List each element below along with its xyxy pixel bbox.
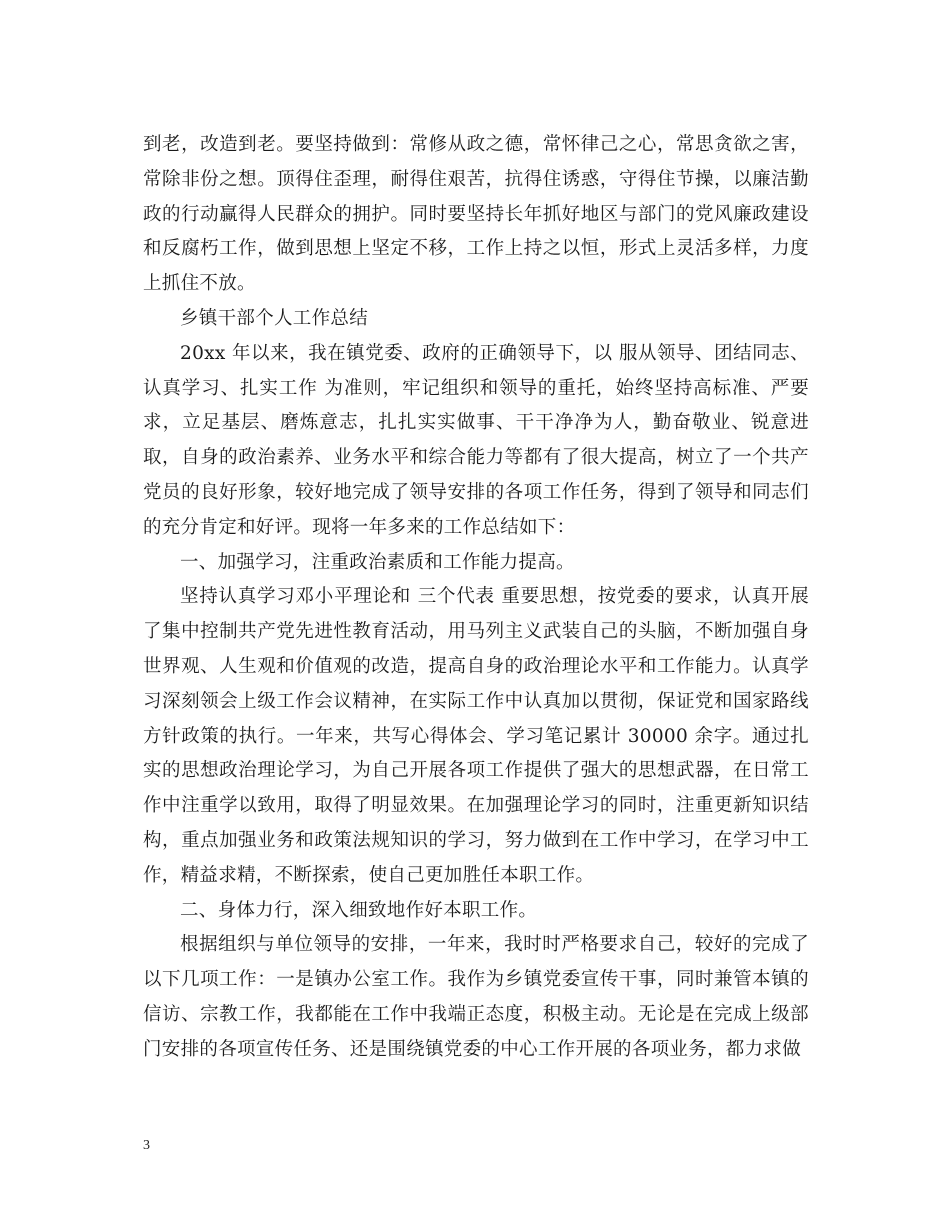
paragraph-continuation: 到老，改造到老。要坚持做到：常修从政之德，常怀律己之心，常思贪欲之害，常除非份之想。顶得住歪理，耐得住艰苦，抗得住诱惑，守得住节操，以廉洁勤政的行动赢得人民群众的拥护。同时要坚持长年抓好地区与部门的党风廉政建设和反腐朽工作，做到思想上坚定不移，工作上持之以恒，形式上灵活多样，力度上抓住不放。 (143, 134, 809, 295)
heading-section-2: 二、身体力行，深入细致地作好本职工作。 (180, 899, 538, 921)
heading-section-1: 一、加强学习，注重政治素质和工作能力提高。 (180, 551, 575, 573)
section-title: 乡镇干部个人工作总结 (180, 307, 369, 329)
paragraph-work: 根据组织与单位领导的安排，一年来，我时时严格要求自己，较好的完成了以下几项工作：一是镇办公室工作。我作为乡镇党委宣传干事，同时兼管本镇的信访、宗教工作，我都能在工作中我端正态度，积极主动。无论是在完成上级部门安排的各项宣传任务、还是围绕镇党委的中心工作开展的各项业务，都力求做 (143, 934, 809, 1060)
document-body (143, 128, 809, 1068)
paragraph-intro: 20xx 年以来，我在镇党委、政府的正确领导下，以 服从领导、团结同志、认真学习、扎实工作 为准则，牢记组织和领导的重托，始终坚持高标准、严要求，立足基层、磨炼意志，扎扎实实做事、干干净净为人，勤奋敬业、锐意进取，自身的政治素养、业务水平和综合能力等都有了很大提高，树立了一个共产党员的良好形象，较好地完成了领导安排的各项工作任务，得到了领导和同志们的充分肯定和好评。现将一年多来的工作总结如下： (143, 342, 809, 538)
paragraph-study: 坚持认真学习邓小平理论和 三个代表 重要思想，按党委的要求，认真开展了集中控制共产党先进性教育活动，用马列主义武装自己的头脑，不断加强自身世界观、人生观和价值观的改造，提高自身的政治理论水平和工作能力。认真学习深刻领会上级工作会议精神，在实际工作中认真加以贯彻，保证党和国家路线方针政策的执行。一年来，共写心得体会、学习笔记累计 30000 余字。通过扎实的思想政治理论学习，为自己开展各项工作提供了强大的思想武器，在日常工作中注重学以致用，取得了明显效果。在加强理论学习的同时，注重更新知识结构，重点加强业务和政策法规知识的学习，努力做到在工作中学习，在学习中工作，精益求精，不断探索，使自己更加胜任本职工作。 (143, 586, 809, 886)
page-number: 3 (143, 1138, 150, 1153)
